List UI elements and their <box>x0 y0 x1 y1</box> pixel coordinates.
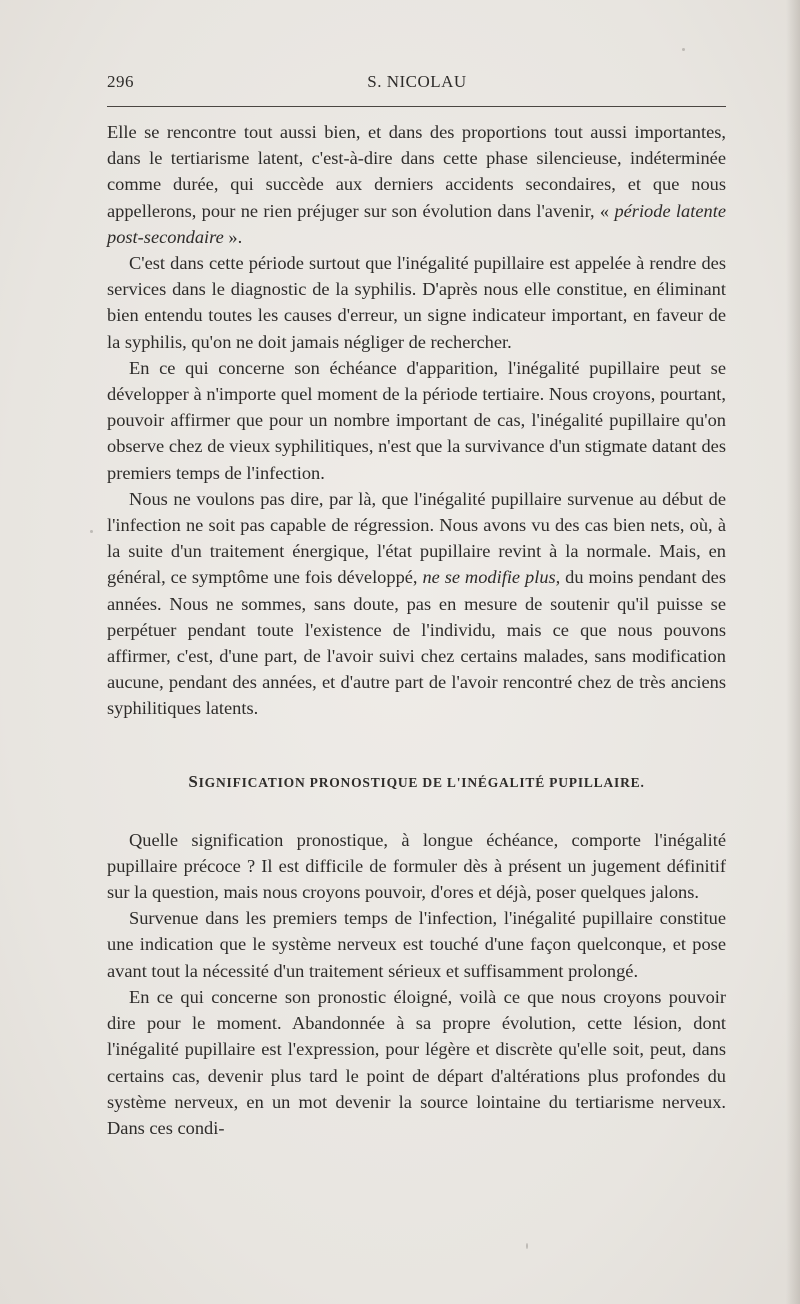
paragraph-1-emphasis: période latente post-secondaire <box>107 200 726 247</box>
scan-speck <box>90 530 93 533</box>
running-head: S. NICOLAU <box>367 72 467 91</box>
paragraph-4 <box>107 486 726 722</box>
paragraph-7: En ce qui concerne son pronostic éloigné, voilà ce que nous croyons pouvoir dire pour le moment. Abandonnée à sa propre évolution, cette lésion, dont l'inégalité pupillaire est l'expression, pour légère et discrète qu'elle soit, peut, dans certains cas, devenir plus tard le point de départ d'altérations plus profondes du système nerveux, en un mot devenir la source lointaine du tertiarisme nerveux. Dans ces condi- <box>107 986 726 1138</box>
paragraph-1-text-end: ». <box>223 226 243 247</box>
page-header <box>107 72 727 94</box>
paragraph-1 <box>107 119 726 250</box>
paragraph-3: En ce qui concerne son échéance d'apparition, l'inégalité pupillaire peut se développer à n'importe quel moment de la période tertiaire. Nous croyons, pourtant, pouvoir affirmer que pour un nombre important de cas, l'inégalité pupillaire qu'on observe chez de vieux syphilitiques, n'est que la survivance d'un stigmate datant des premiers temps de l'infection. <box>107 357 726 483</box>
paragraph-6: Survenue dans les premiers temps de l'infection, l'inégalité pupillaire constitue une indication que le système nerveux est touché d'une façon quelconque, et pose avant tout la nécessité d'un traitement sérieux et suffisamment prolongé. <box>107 908 726 981</box>
header-rule <box>107 106 726 107</box>
scan-speck <box>526 1243 528 1249</box>
section-title-initial: S <box>188 771 199 791</box>
paragraph-4-emphasis: ne se modifie plus, <box>422 567 561 588</box>
page-number: 296 <box>107 72 134 91</box>
section-title-rest: IGNIFICATION PRONOSTIQUE DE L'INÉGALITÉ PUPILLAIRE. <box>198 774 645 790</box>
paragraph-1-text: Elle se rencontre tout aussi bien, et dans des proportions tout aussi importantes, dans le tertiarisme latent, c'est-à-dire dans cette phase silencieuse, indéterminée comme durée, qui succède aux derniers accidents secondaires, et que nous appellerons, pour ne rien préjuger sur son évolution dans l'avenir, « <box>107 122 726 221</box>
body-text <box>107 119 726 1141</box>
page-edge-shadow <box>786 0 800 1304</box>
paragraph-4-text-end: du moins pendant des années. Nous ne sommes, sans doute, pas en mesure de soutenir qu'il puisse se perpétuer pendant toute l'existence de l'individu, mais ce que nous pouvons affirmer, c'est, d'une part, de l'avoir suivi chez certains malades, sans modification aucune, pendant des années, et d'autre part de l'avoir rencontré chez de très anciens syphilitiques latents. <box>107 567 726 719</box>
scan-speck <box>682 48 685 51</box>
paragraph-5: Quelle signification pronostique, à longue échéance, comporte l'inégalité pupillaire précoce ? Il est difficile de formuler dès à présent un jugement définitif sur la question, mais nous croyons pouvoir, d'ores et déjà, poser quelques jalons. <box>107 829 726 903</box>
paragraph-2: C'est dans cette période surtout que l'inégalité pupillaire est appelée à rendre des services dans le diagnostic de la syphilis. D'après nous elle constitue, en éliminant bien entendu toutes les causes d'erreur, un signe indicateur important, en faveur de la syphilis, qu'on ne doit jamais négliger de rechercher. <box>107 253 726 352</box>
section-title <box>107 772 726 793</box>
paragraph-4-text: Nous ne voulons pas dire, par là, que l'inégalité pupillaire survenue au début de l'infection ne soit pas capable de régression. Nous avons vu des cas bien nets, où, à la suite d'un traitement énergique, l'état pupillaire revint à la normale. Mais, en général, ce symptôme une fois développé, <box>107 488 726 588</box>
